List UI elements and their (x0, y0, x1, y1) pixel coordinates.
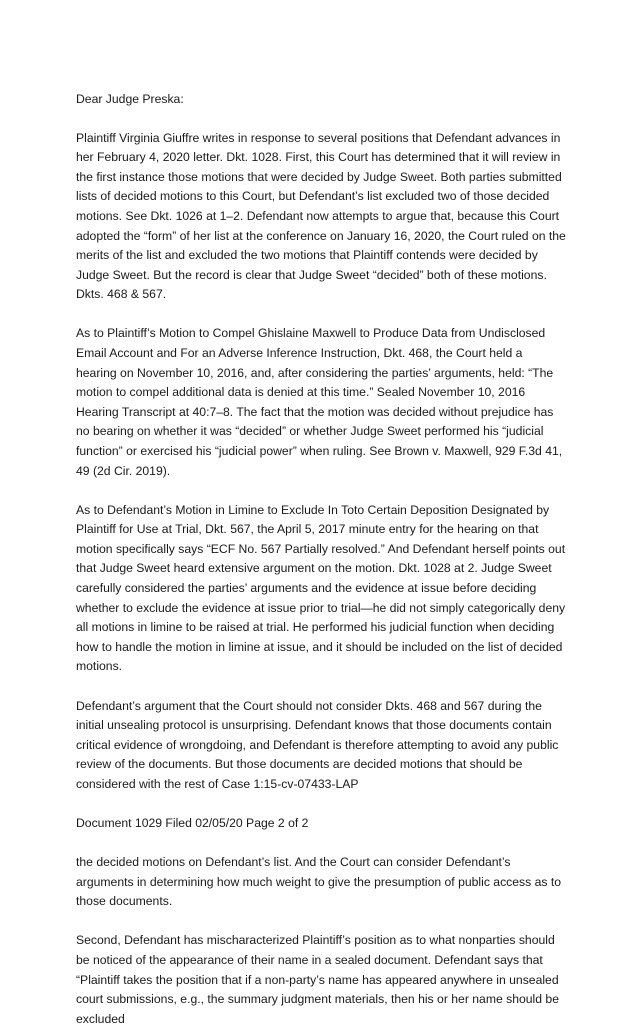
paragraph-4: Defendant’s argument that the Court should not consider Dkts. 468 and 567 during the initial unsealing protocol is unsurprising. Defendant knows that those documents contain critical evidence of wrongdoing, and Defendant is therefore attempting to avoid any public review of the documents. But those documents are decided motions that should be considered with the rest of Case 1:15-cv-07433-LAP (76, 698, 559, 791)
paragraph-1: Plaintiff Virginia Giuffre writes in response to several positions that Defendant advances in her February 4, 2020 letter. Dkt. 1028. First, this Court has determined that it will review in the first instance those motions that were decided by Judge Sweet. Both parties submitted lists of decided motions to this Court, but Defendant’s list excluded two of those decided motions. See Dkt. 1026 at 1–2. Defendant now attempts to argue that, because this Court adopted the “form” of her list at the conference on January 16, 2020, the Court ruled on the merits of the list and excluded the two motions that Plaintiff contends were decided by Judge Sweet. But the record is clear that Judge Sweet “decided” both of these motions. Dkts. 468 & 567. (76, 130, 566, 302)
paragraph-3: As to Defendant’s Motion in Limine to Exclude In Toto Certain Deposition Designated by Plaintiff for Use at Trial, Dkt. 567, the April 5, 2017 minute entry for the hearing on that motion specifically says “ECF No. 567 Partially resolved.” And Defendant herself points out that Judge Sweet heard extensive argument on the motion. Dkt. 1028 at 2. Judge Sweet carefully considered the parties’ arguments and the evidence at issue before deciding whether to exclude the evidence at issue prior to trial—he did not simply categorically deny all motions in limine to be raised at trial. He performed his judicial function when deciding how to handle the motion in limine at issue, and it should be included on the list of decided motions. (76, 502, 566, 674)
paragraph-6: Second, Defendant has mischaracterized Plaintiff’s position as to what nonparties should be noticed of the appearance of their name in a sealed document. Defendant says that “Plaintiff takes the position that if a non-party’s name has appeared anywhere in unsealed court submissions, e.g., the summary judgment materials, then his or her name should be excluded (76, 933, 559, 1026)
document-page-header: Document 1029 Filed 02/05/20 Page 2 of 2 (76, 816, 309, 830)
paragraph-2: As to Plaintiff’s Motion to Compel Ghislaine Maxwell to Produce Data from Undisclosed Email Account and For an Adverse Inference Instruction, Dkt. 468, the Court held a hearing on November 10, 2016, and, after considering the parties’ arguments, held: “The motion to compel additional data is denied at this time.” Sealed November 10, 2016 Hearing Transcript at 40:7–8. The fact that the motion was decided without prejudice has no bearing on whether it was “decided” or whether Judge Sweet performed his “judicial function” or exercised his “judicial power” when ruling. See Brown v. Maxwell, 929 F.3d 41, 49 (2d Cir. 2019). (76, 326, 563, 478)
salutation: Dear Judge Preska: (76, 92, 184, 106)
paragraph-5: the decided motions on Defendant’s list. And the Court can consider Defendant’s arguments in determining how much weight to give the presumption of public access as to those documents. (76, 855, 562, 909)
